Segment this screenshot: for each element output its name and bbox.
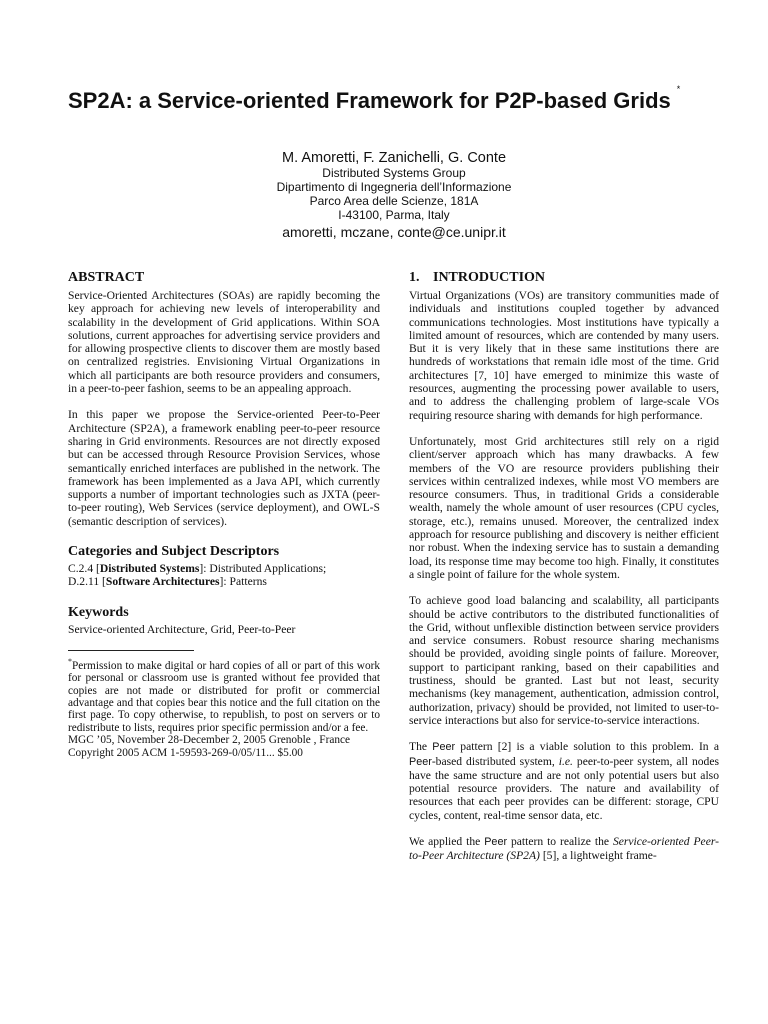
abstract-paragraph-1: Service-Oriented Architectures (SOAs) are rapidly becoming the key approach for achieving new levels of interoperability and scalability in the development of Grid applications. Within SOA solutions, current approaches for advertising service providers and for allowing prospective clients to discover them are mostly based on centralized registries. Envisioning Virtual Organizations in which all participants are both resource providers and consumers, in a peer-to-peer fashion, seems to be an appealing approach.	[68, 289, 380, 396]
p4-part-a: The	[409, 740, 433, 754]
abstract-heading: ABSTRACT	[68, 270, 145, 285]
affiliation-group: Distributed Systems Group	[322, 166, 466, 180]
author-names: M. Amoretti, F. Zanichelli, G. Conte	[281, 150, 507, 166]
section-title: INTRODUCTION	[433, 270, 546, 285]
category-1-code: C.2.4 [	[68, 562, 100, 576]
p5-part-c: [5], a lightweight frame-	[539, 849, 657, 863]
intro-paragraph-4	[409, 740, 719, 822]
copyright-notice: Copyright 2005 ACM 1-59593-269-0/05/11... $5.00	[68, 746, 303, 759]
p4-part-d: peer-to-peer system, all nodes have the same structure and are not only potential users but also potential resource providers. The nature and availability of resources that each peer provides can be different: storage, CPU cycles, content, real-time sensor data, etc.	[409, 754, 719, 822]
section-number: 1.	[409, 270, 420, 285]
right-column	[409, 270, 719, 876]
p4-part-b: pattern [2] is a viable solution to this problem. In a	[455, 740, 719, 754]
category-line-2	[68, 575, 380, 588]
author-emails: amoretti, mczane, conte@ce.unipr.it	[282, 224, 506, 240]
footnote-star: *	[68, 656, 72, 666]
p5-part-a: We applied the	[409, 834, 485, 848]
conference-venue: MGC ’05, November 28-December 2, 2005 Grenoble , France	[68, 734, 351, 747]
category-2-name: Software Architectures	[105, 575, 220, 589]
footnote-rule	[68, 650, 380, 759]
affiliation-address: Parco Area delle Scienze, 181A	[309, 194, 479, 208]
p5-part-b: pattern to realize the	[507, 834, 613, 848]
sp2a-term: Service-oriented Peer-to-Peer Architecture (SP2A)	[409, 834, 719, 863]
peer-term-1: Peer	[432, 741, 456, 754]
intro-paragraph-3: To achieve good load balancing and scalability, all participants should be active contributors to the distributed functionalities of the Grid, without unflexible distinction between service providers and service consumers. Robust resource sharing mechanisms should be provided, avoiding single points of failure. Moreover, support to participant ranking, based on their capabilities and trustiness, should be granted. Last but not least, security mechanisms (key management, authentication, admission control, authorization, privacy) should be provided, not limited to user-to-service interactions but also for service-to-service interactions.	[409, 594, 719, 727]
p4-part-c: -based distributed system,	[431, 754, 559, 768]
introduction-heading	[409, 270, 719, 286]
ie-abbrev: i.e.	[558, 754, 573, 768]
paper-title-text: SP2A: a Service-oriented Framework for P2P-based Grids	[68, 88, 671, 113]
categories-heading: Categories and Subject Descriptors	[68, 544, 280, 560]
title-footnote-mark: *	[676, 83, 681, 94]
abstract-paragraph-2: In this paper we propose the Service-oriented Peer-to-Peer Architecture (SP2A), a framework enabling peer-to-peer resource sharing in Grid environments. Resources are not directly exposed but can be accessed through Resource Provision Services, whose semantically enriched interfaces are published in the network. The framework has been implemented as a Java API, which currently supports a number of important technologies such as JXTA (peer-to-peer routing), Web Services (service deployment), and OWL-S (semantic description of services).	[68, 408, 380, 528]
keywords-text: Service-oriented Architecture, Grid, Peer-to-Peer	[68, 622, 296, 636]
affiliation-department: Dipartimento di Ingegneria dell’Informazione	[276, 180, 512, 194]
intro-paragraph-2: Unfortunately, most Grid architectures still rely on a rigid client/server approach which has many drawbacks. A few members of the VO are resource providers publishing their services within centralized indexes, while most VO members are resource consumers. Thus, in traditional Grids a considerable wealth, namely the whole amount of user resources (CPU cycles, storage, etc.), remains unused. Moreover, the centralized index approach for resource publishing and discovery is neither efficient nor robust. When the indexing service has to sustain a demanding load, its response time may become too high. Finally, it constitutes a single point of failure for the whole system.	[409, 434, 719, 581]
affiliation-city: I-43100, Parma, Italy	[338, 208, 450, 222]
category-2-code: D.2.11 [	[68, 575, 106, 589]
peer-term-3: Peer	[484, 835, 508, 848]
category-2-detail: ]: Patterns	[219, 575, 267, 589]
paper-title	[68, 83, 728, 114]
intro-paragraph-1: Virtual Organizations (VOs) are transitory communities made of individuals and institutions coupled together by advanced communications technologies. Most institutions have typically a limited amount of resources, which are contended by many users. But it is very likely that in these same institutions there are hundreds of workstations that remain idle most of the time. Grid architectures [7, 10] have emerged to minimize this waste of resources, augmenting the processing power available to users, and to address the challenging problem of large-scale VOs requiring resource sharing with demands for high performance.	[409, 289, 719, 422]
category-line-1	[68, 562, 380, 575]
category-1-name: Distributed Systems	[99, 562, 200, 576]
permission-text: Permission to make digital or hard copies of all or part of this work for personal or classroom use is granted without fee provided that copies are not made or distributed for profit or commercial advantage and that copies bear this notice and the full citation on the first page. To copy otherwise, to republish, to post on servers or to redistribute to lists, requires prior specific permission and/or a fee.	[68, 659, 380, 734]
left-column	[68, 270, 380, 759]
category-1-detail: ]: Distributed Applications;	[199, 562, 327, 576]
permission-footnote	[68, 656, 380, 734]
peer-term-2: Peer	[409, 755, 432, 768]
keywords-heading: Keywords	[68, 604, 129, 620]
intro-paragraph-5	[409, 835, 719, 863]
